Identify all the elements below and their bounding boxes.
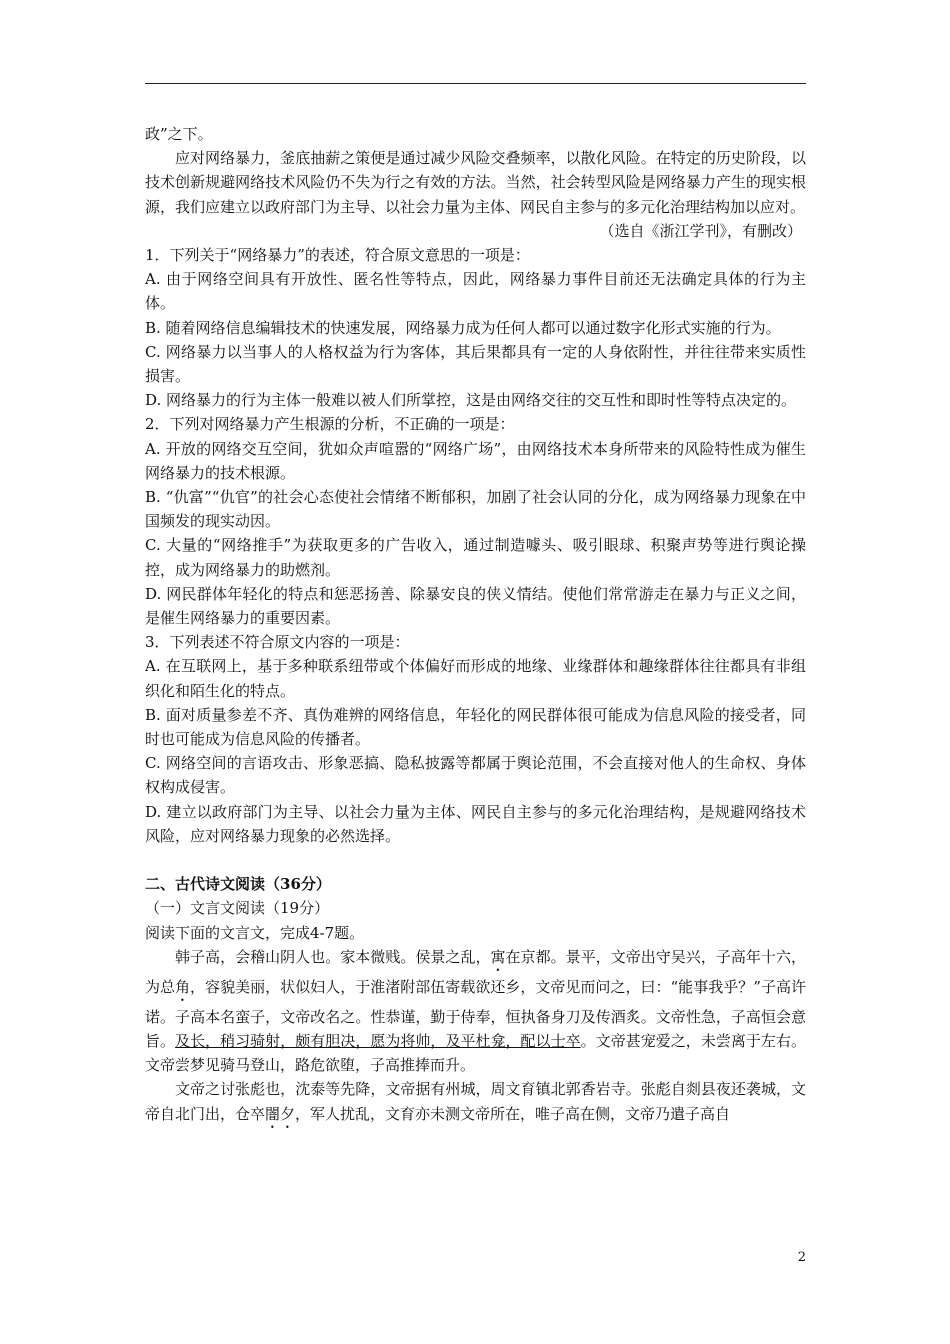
text-run: 在京都。景平，文帝出守吴兴，子高年十六，为总 (145, 947, 806, 996)
question-1-option-d: D. 网络暴力的行为主体一般难以被人们所掌控，这是由网络交往的交互性和即时性等特点决定的。 (145, 391, 797, 410)
passage-paragraph: 应对网络暴力，釜底抽薪之策便是通过减少风险交叠频率，以散化风险。在特定的历史阶段，以技术创新规避网络技术风险仍不失为行之有效的方法。当然，社会转型风险是网络暴力产生的现实根源，我们应建立以政府部门为主导、以社会力量为主体、网民自主参与的多元化治理结构加以应对。 (145, 149, 806, 216)
question-3-stem: 3．下列表述不符合原文内容的一项是： (145, 633, 410, 652)
passage-tail-line: 政”之下。 (145, 125, 213, 143)
dotted-char: 寓 (490, 947, 506, 966)
question-3-option-d: D. 建立以政府部门为主导、以社会力量为主体、网民自主参与的多元化治理结构，是规避网络技术风险，应对网络暴力现象的必然选择。 (145, 802, 806, 845)
text-run: 文帝之讨张彪也，沈泰等先降，文帝据有州城，周文育镇北郭香岩寺。张彪自剡县夜还袭城，文帝自北门出，仓卒 (145, 1080, 806, 1123)
text-run: 韩子高，会稽山阴人也。家本微贱。侯景之乱， (175, 947, 491, 966)
section-subheading: （一）文言文阅读（19分） (145, 899, 330, 918)
text-run: 。文帝甚宠爱之，未尝离于左右。文帝尝梦见骑马登山，路危欲堕，子高推捧而升。 (145, 1031, 806, 1075)
page-content (145, 122, 806, 1132)
underlined-sentence: 及长，稍习骑射，颇有胆决，愿为将帅，及平杜龛，配以士卒 (175, 1031, 581, 1050)
question-3-option-c: C. 网络空间的言语攻击、形象恶搞、隐私披露等都属于舆论范围，不会直接对他人的生命权、身体权构成侵害。 (145, 754, 806, 797)
question-1-option-a: A. 由于网络空间具有开放性、匿名性等特点，因此，网络暴力事件目前还无法确定具体的行为主体。 (145, 270, 806, 313)
question-3-option-b: B. 面对质量参差不齐、真伪难辨的网络信息，年轻化的网民群体很可能成为信息风险的接受者，同时也可能成为信息风险的传播者。 (145, 705, 806, 749)
question-3-option-a: A. 在互联网上，基于多种联系纽带或个体偏好而形成的地缘、业缘群体和趣缘群体往往都具有非组织化和陌生化的特点。 (145, 657, 806, 700)
question-2-option-a: A. 开放的网络交互空间，犹如众声喧嚣的“网络广场”，由网络技术本身所带来的风险特性成为催生网络暴力的技术根源。 (145, 439, 806, 482)
dotted-char: 角 (175, 977, 191, 996)
classical-paragraph-2 (145, 1077, 806, 1131)
question-1-option-b: B. 随着网络信息编辑技术的快速发展，网络暴力成为任何人都可以通过数字化形式实施的行为。 (145, 318, 781, 337)
header-rule (145, 83, 806, 84)
section-gap (145, 848, 806, 872)
question-1-stem: 1．下列关于“网络暴力”的表述，符合原文意思的一项是： (145, 246, 530, 265)
classical-paragraph-1 (145, 945, 806, 1078)
question-2-stem: 2．下列对网络暴力产生根源的分析，不正确的一项是： (145, 415, 515, 434)
section-heading: 二、古代诗文阅读（36分） (145, 875, 331, 894)
question-1-option-c: C. 网络暴力以当事人的人格权益为行为客体，其后果都具有一定的人身依附性，并往往带来实质性损害。 (145, 342, 806, 386)
question-2-option-c: C. 大量的“网络推手”为获取更多的广告收入，通过制造噱头、吸引眼球、积聚声势等进行舆论操控，成为网络暴力的助燃剂。 (145, 536, 806, 579)
question-2-option-b: B. “仇富”“仇官”的社会心态使社会情绪不断郁积，加剧了社会认同的分化，成为网络暴力现象在中国频发的现实动因。 (145, 488, 806, 531)
text-run: ，容貌美丽，状似妇人，于淮渚附部伍寄载欲还乡，文帝见而问之，曰：“能事我乎？”子高许诺。子高本名蛮子，文帝改名之。性恭谨，勤于侍奉，恒执备身刀及传酒炙。文帝性急，子高恒会意旨。 (145, 977, 806, 1050)
page-number: 2 (797, 1250, 806, 1265)
section-instruction: 阅读下面的文言文，完成4-7题。 (145, 923, 365, 942)
passage-source: （选自《浙江学刊》，有删改） (599, 221, 802, 240)
text-run: ，军人扰乱，文育亦未测文帝所在，唯子高在侧，文帝乃遣子高自 (295, 1104, 731, 1123)
question-2-option-d: D. 网民群体年轻化的特点和惩恶扬善、除暴安良的侠义情结。使他们常常游走在暴力与正义之间，是催生网络暴力的重要因素。 (145, 584, 806, 628)
dotted-char: 闇夕 (265, 1104, 296, 1123)
